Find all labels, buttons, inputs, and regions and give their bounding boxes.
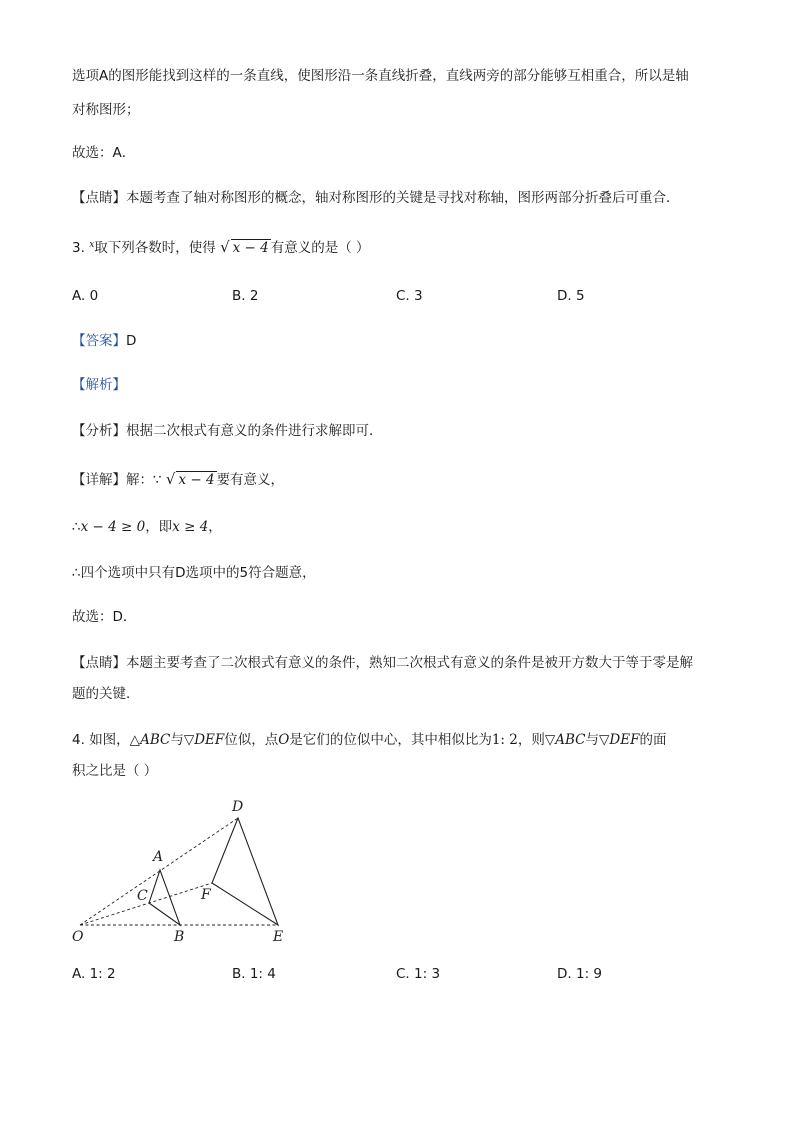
q3-detail — [72, 469, 284, 490]
q4-figure — [60, 795, 300, 945]
label-e: E — [273, 929, 284, 945]
detail-radicand: x − 4 — [178, 472, 215, 488]
detail-a: 解：∵ — [126, 472, 162, 488]
q4-stem-g: 的面 — [639, 732, 667, 748]
label-b: B — [174, 929, 185, 945]
q4-stem-c: 位似，点 — [224, 732, 279, 748]
therefore-mark: ∴ — [72, 519, 81, 535]
step1-result: x ≥ 4 — [172, 519, 209, 535]
step1-inequality: x − 4 ≥ 0 — [80, 519, 146, 535]
radical-icon: √ — [165, 470, 176, 488]
q4-stem-d: 是它们的位似中心，其中相似比为 — [289, 732, 492, 748]
q3-option-b: B. 2 — [232, 288, 259, 304]
comment-tag: 【点睛】 — [72, 190, 126, 206]
q4-option-b: B. 1: 4 — [232, 966, 276, 982]
detail-tag: 【详解】 — [72, 472, 126, 488]
label-d: D — [232, 799, 244, 815]
q3-radicand: x − 4 — [232, 240, 269, 256]
step1-mid: ，即 — [145, 519, 173, 535]
q4-stem-a: 如图，△ — [89, 732, 141, 748]
fenxi-tag: 【分析】 — [72, 423, 126, 439]
step1-end: ， — [208, 519, 222, 535]
q3-choice: 故选：D． — [72, 609, 137, 625]
q4-o: O — [278, 732, 290, 748]
q3-stem — [72, 235, 370, 258]
q4-def-2: DEF — [609, 732, 640, 748]
q4-stem-2: 积之比是（ ） — [72, 763, 158, 779]
comment-text: 本题主要考查了二次根式有意义的条件，熟知二次根式有意义的条件是被开方数大于等于零是解 — [126, 655, 693, 671]
q3-option-a: A. 0 — [72, 288, 99, 304]
label-a: A — [153, 849, 164, 865]
answer-tag: 【答案】 — [72, 333, 126, 349]
q3-var: x — [89, 240, 95, 250]
triangle-def — [212, 818, 278, 925]
q3-comment-1 — [72, 653, 693, 673]
q4-stem-b: 与▽ — [170, 732, 195, 748]
analysis-tag: 【解析】 — [72, 377, 126, 393]
q3-stem-a: 取下列各数时，使得 — [94, 240, 216, 256]
q3-stem-b: 有意义的是（ ） — [270, 240, 370, 256]
q4-abc: ABC — [140, 732, 171, 748]
q3-step-1 — [72, 517, 222, 537]
q4-stem-f: 与▽ — [585, 732, 610, 748]
comment-text: 本题考查了轴对称图形的概念，轴对称图形的关键是寻找对称轴，图形两部分折叠后可重合． — [126, 190, 680, 206]
q3-answer — [72, 331, 136, 351]
q3-step-2: ∴四个选项中只有D选项中的5符合题意， — [72, 565, 316, 581]
intro-comment — [72, 188, 680, 208]
q4-def: DEF — [194, 732, 225, 748]
q4-abc-2: ABC — [555, 732, 586, 748]
q3-option-d: D. 5 — [557, 288, 585, 304]
q4-option-a: A. 1: 2 — [72, 966, 116, 982]
label-c: C — [137, 888, 148, 904]
q4-option-d: D. 1: 9 — [557, 966, 602, 982]
q4-stem-1 — [72, 730, 666, 750]
intro-line-1: 选项A的图形能找到这样的一条直线，使图形沿一条直线折叠，直线两旁的部分能够互相重合，所以是轴 — [72, 68, 689, 84]
q3-number: 3. — [72, 240, 85, 256]
radical-icon: √ — [220, 238, 230, 256]
q4-ratio: 1: 2 — [491, 732, 518, 748]
detail-b: 要有意义， — [216, 472, 285, 488]
q3-option-c: C. 3 — [396, 288, 423, 304]
triangle-abc — [149, 870, 180, 925]
label-f: F — [201, 887, 211, 903]
label-o: O — [72, 929, 84, 945]
q4-number: 4. — [72, 732, 85, 748]
q3-comment-2: 题的关键． — [72, 686, 140, 702]
q3-fenxi — [72, 421, 383, 441]
intro-line-2: 对称图形； — [72, 102, 140, 118]
q4-option-c: C. 1: 3 — [396, 966, 441, 982]
q4-stem-e: ，则▽ — [517, 732, 556, 748]
answer-value: D — [126, 333, 137, 349]
intro-choice: 故选：A． — [72, 145, 136, 161]
comment-tag: 【点睛】 — [72, 655, 126, 671]
fenxi-text: 根据二次根式有意义的条件进行求解即可． — [126, 423, 383, 439]
